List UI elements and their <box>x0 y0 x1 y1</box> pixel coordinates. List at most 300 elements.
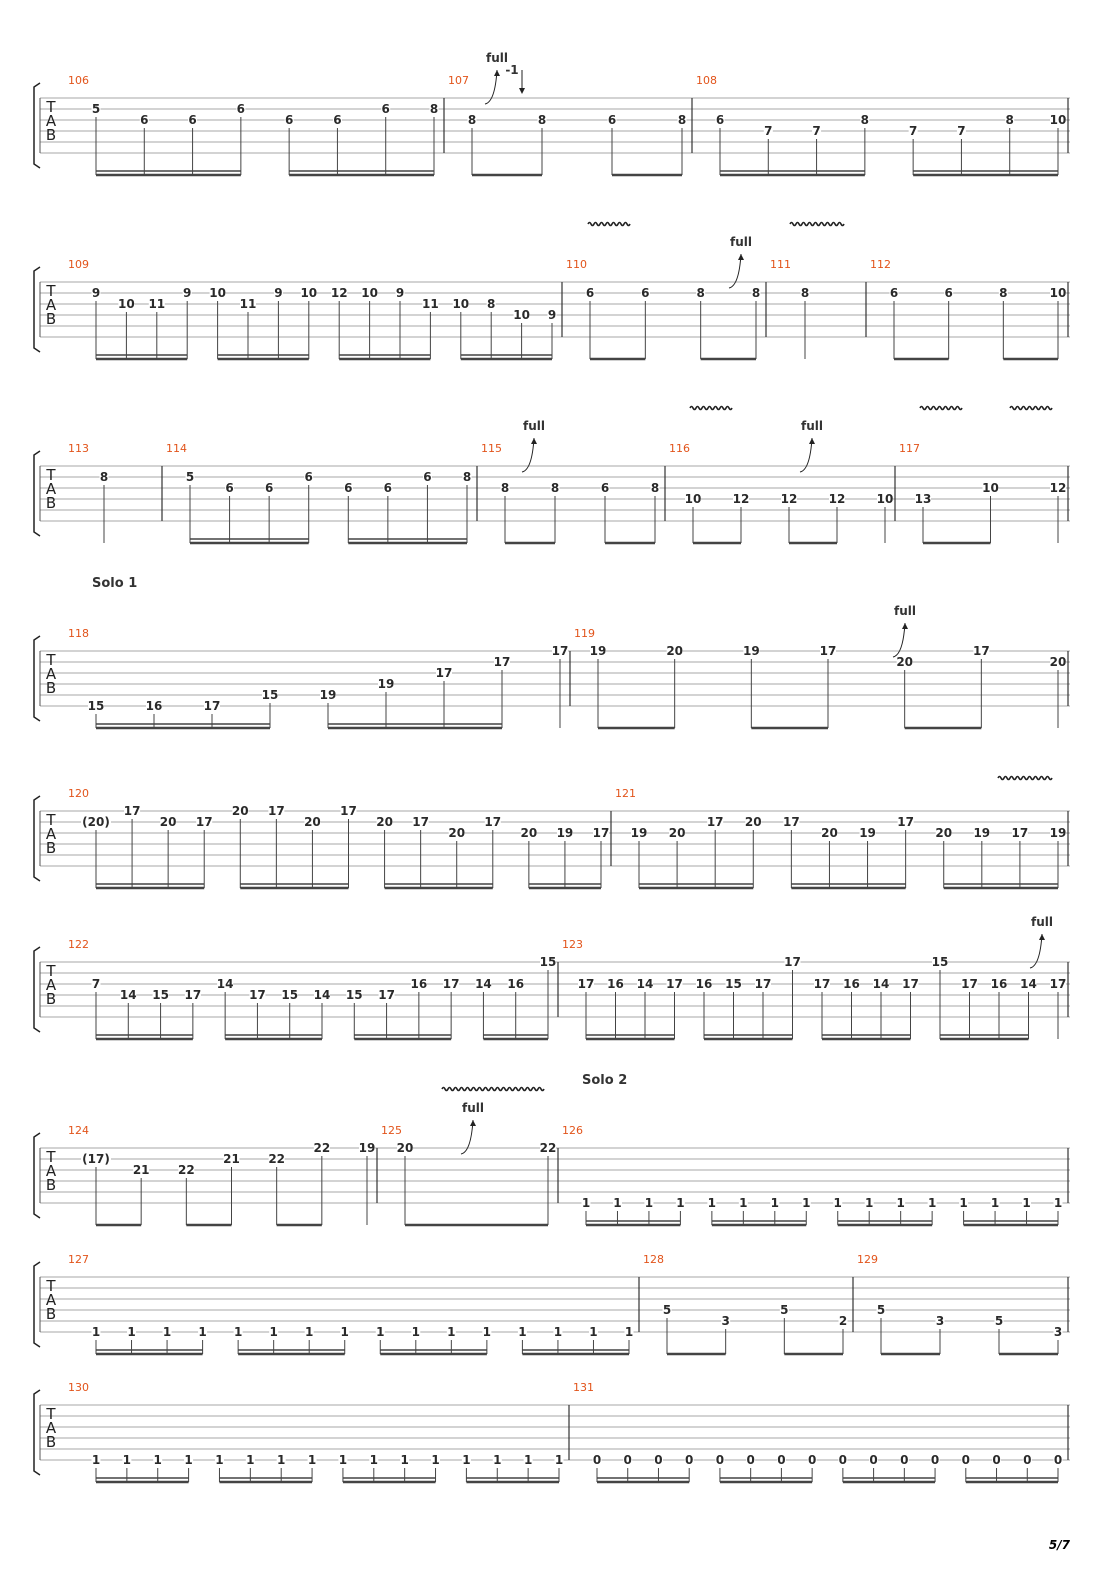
fret-number: 1 <box>340 1325 349 1339</box>
fret-number: 11 <box>239 297 257 311</box>
bend-full-label: full <box>730 235 752 249</box>
fret-number: 22 <box>539 1141 557 1155</box>
fret-number: 10 <box>684 492 702 506</box>
tab-letter-a: A <box>45 480 57 498</box>
fret-number: 1 <box>581 1196 591 1210</box>
fret-number: 20 <box>448 826 466 840</box>
fret-number: 10 <box>300 286 318 300</box>
fret-number: 16 <box>145 699 163 713</box>
fret-number: 2 <box>838 1314 848 1328</box>
fret-number: 14 <box>1020 977 1037 991</box>
fret-number: 8 <box>751 286 761 300</box>
tab-letter-a: A <box>45 665 57 683</box>
fret-number: 19 <box>377 677 395 691</box>
fret-number: 15 <box>281 988 299 1002</box>
system-bracket <box>34 1390 40 1475</box>
fret-number: (20) <box>82 815 110 829</box>
fret-number: 8 <box>800 286 810 300</box>
fret-number: 20 <box>396 1141 414 1155</box>
fret-number: 3 <box>1053 1325 1063 1339</box>
fret-number: 6 <box>264 481 274 495</box>
fret-number: 17 <box>961 977 978 991</box>
fret-number: 0 <box>992 1453 1001 1467</box>
fret-number: 7 <box>812 124 821 138</box>
tab-letter-t: T <box>46 1148 56 1166</box>
fret-number: 1 <box>589 1325 598 1339</box>
fret-number: 16 <box>990 977 1008 991</box>
fret-number: 5 <box>994 1314 1004 1328</box>
fret-number: 17 <box>666 977 683 991</box>
bend-full-arrow <box>531 438 537 444</box>
fret-number: 13 <box>914 492 932 506</box>
fret-number: 20 <box>896 655 914 669</box>
fret-number: 15 <box>261 688 279 702</box>
fret-number: 17 <box>897 815 914 829</box>
tab-letter-t: T <box>46 1405 56 1423</box>
fret-number: 17 <box>972 644 990 658</box>
fret-number: 15 <box>931 955 949 969</box>
tab-letter-b: B <box>45 1176 57 1194</box>
fret-number: 1 <box>644 1196 654 1210</box>
fret-number: 20 <box>520 826 538 840</box>
system-bracket <box>34 267 40 352</box>
fret-number: 8 <box>860 113 870 127</box>
fret-number: 1 <box>896 1196 905 1210</box>
measure-number: 129 <box>857 1253 878 1266</box>
fret-number: 17 <box>412 815 429 829</box>
tab-letter-b: B <box>45 839 57 857</box>
fret-number: 0 <box>1023 1453 1032 1467</box>
fret-number: 14 <box>475 977 492 991</box>
system-bracket <box>34 796 40 881</box>
fret-number: 17 <box>551 644 569 658</box>
fret-number: 1 <box>518 1325 527 1339</box>
fret-number: 6 <box>641 286 650 300</box>
fret-number: 5 <box>662 1303 672 1317</box>
fret-number: 1 <box>431 1453 440 1467</box>
measure-number: 109 <box>68 258 89 271</box>
fret-number: 10 <box>982 481 999 495</box>
bend-full-label: full <box>523 419 545 433</box>
fret-number: 6 <box>344 481 353 495</box>
measure-number: 116 <box>669 442 690 455</box>
fret-number: 1 <box>122 1453 132 1467</box>
tab-letter-a: A <box>45 825 57 843</box>
system-bracket <box>34 83 40 168</box>
tab-letter-a: A <box>45 296 57 314</box>
fret-number: 16 <box>507 977 525 991</box>
tab-letter-t: T <box>46 98 56 116</box>
tab-letter-t: T <box>46 811 56 829</box>
fret-number: 1 <box>246 1453 255 1467</box>
fret-number: 15 <box>152 988 169 1002</box>
tab-letter-t: T <box>46 651 56 669</box>
tab-letter-b: B <box>45 494 57 512</box>
fret-number: 1 <box>770 1196 779 1210</box>
fret-number: 16 <box>695 977 713 991</box>
fret-number: (17) <box>82 1152 110 1166</box>
bend-full-label: full <box>1031 915 1053 929</box>
measure-number: 121 <box>615 787 636 800</box>
fret-number: 1 <box>91 1453 101 1467</box>
vibrato-mark <box>588 223 630 226</box>
fret-number: 6 <box>944 286 953 300</box>
fret-number: 17 <box>484 815 502 829</box>
fret-number: 6 <box>381 102 390 116</box>
fret-number: 17 <box>819 644 837 658</box>
fret-number: 1 <box>802 1196 811 1210</box>
fret-number: 10 <box>209 286 226 300</box>
bend-full-arrow <box>738 254 744 260</box>
fret-number: 17 <box>784 955 801 969</box>
fret-number: 17 <box>783 815 800 829</box>
fret-number: 17 <box>706 815 724 829</box>
fret-number: 10 <box>452 297 470 311</box>
fret-number: 1 <box>739 1196 748 1210</box>
bend-full-arrow <box>1039 934 1045 940</box>
fret-number: 20 <box>159 815 177 829</box>
fret-number: 0 <box>1053 1453 1063 1467</box>
fret-number: 1 <box>127 1325 136 1339</box>
fret-number: 17 <box>902 977 919 991</box>
fret-number: 12 <box>1049 481 1067 495</box>
fret-number: 14 <box>872 977 890 991</box>
bend-full-arrow <box>902 623 908 629</box>
fret-number: 0 <box>900 1453 909 1467</box>
fret-number: 15 <box>87 699 105 713</box>
fret-number: 14 <box>636 977 654 991</box>
vibrato-mark <box>690 407 732 410</box>
fret-number: 1 <box>338 1453 348 1467</box>
fret-number: 6 <box>333 113 342 127</box>
measure-number: 127 <box>68 1253 89 1266</box>
fret-number: 22 <box>177 1163 195 1177</box>
tab-letter-a: A <box>45 1291 57 1309</box>
fret-number: 9 <box>395 286 405 300</box>
fret-number: 20 <box>935 826 953 840</box>
measure-number: 117 <box>899 442 920 455</box>
page-number: 5/7 <box>1048 1538 1070 1552</box>
measure-number: 115 <box>481 442 502 455</box>
fret-number: 6 <box>600 481 610 495</box>
fret-number: 12 <box>780 492 798 506</box>
tab-letter-a: A <box>45 1162 57 1180</box>
tab-letter-t: T <box>46 962 56 980</box>
fret-number: 19 <box>556 826 574 840</box>
fret-number: 8 <box>500 481 510 495</box>
fret-number: 1 <box>833 1196 842 1210</box>
fret-number: 19 <box>742 644 760 658</box>
tab-letter-b: B <box>45 126 57 144</box>
system-bracket <box>34 947 40 1032</box>
fret-number: 0 <box>961 1453 970 1467</box>
fret-number: 1 <box>707 1196 717 1210</box>
section-label: Solo 1 <box>92 576 138 591</box>
measure-number: 131 <box>573 1381 594 1394</box>
fret-number: 19 <box>859 826 876 840</box>
bend-full-label: full <box>894 604 916 618</box>
fret-number: 19 <box>358 1141 376 1155</box>
fret-number: 17 <box>378 988 395 1002</box>
fret-number: 6 <box>140 113 149 127</box>
fret-number: 16 <box>410 977 428 991</box>
tab-letter-a: A <box>45 976 57 994</box>
measure-number: 120 <box>68 787 89 800</box>
fret-number: 1 <box>990 1196 1000 1210</box>
fret-number: 0 <box>930 1453 940 1467</box>
fret-number: 9 <box>547 308 557 322</box>
fret-number: 10 <box>118 297 135 311</box>
fret-number: 17 <box>592 826 610 840</box>
fret-number: 1 <box>269 1325 278 1339</box>
fret-number: 10 <box>876 492 894 506</box>
fret-number: 1 <box>162 1325 172 1339</box>
fret-number: 8 <box>99 470 109 484</box>
fret-number: 8 <box>1005 113 1014 127</box>
measure-number: 106 <box>68 74 89 87</box>
measure-number: 122 <box>68 938 89 951</box>
fret-number: 17 <box>813 977 831 991</box>
fret-number: 1 <box>1053 1196 1063 1210</box>
tab-letter-t: T <box>46 1277 56 1295</box>
fret-number: 5 <box>185 470 195 484</box>
fret-number: 1 <box>153 1453 162 1467</box>
fret-number: 17 <box>577 977 595 991</box>
bend-full-arrow <box>470 1120 476 1126</box>
fret-number: 1 <box>184 1453 193 1467</box>
fret-number: 20 <box>744 815 762 829</box>
fret-number: 3 <box>935 1314 945 1328</box>
fret-number: 1 <box>462 1453 471 1467</box>
fret-number: 17 <box>123 804 141 818</box>
fret-number: 1 <box>676 1196 685 1210</box>
fret-number: 1 <box>277 1453 286 1467</box>
fret-number: 17 <box>268 804 285 818</box>
fret-number: 11 <box>422 297 439 311</box>
fret-number: 12 <box>828 492 846 506</box>
fret-number: 6 <box>715 113 725 127</box>
tab-letter-b: B <box>45 990 57 1008</box>
fret-number: 1 <box>482 1325 492 1339</box>
fret-number: 1 <box>865 1196 874 1210</box>
fret-number: 9 <box>274 286 283 300</box>
fret-number: 6 <box>188 113 197 127</box>
measure-number: 128 <box>643 1253 664 1266</box>
fret-number: 9 <box>91 286 101 300</box>
fret-number: 6 <box>607 113 617 127</box>
fret-number: 8 <box>677 113 687 127</box>
fret-number: 10 <box>361 286 378 300</box>
fret-number: 10 <box>1049 286 1067 300</box>
fret-number: 1 <box>305 1325 314 1339</box>
fret-number: 7 <box>908 124 918 138</box>
fret-number: 8 <box>550 481 560 495</box>
tab-letter-b: B <box>45 1433 57 1451</box>
fret-number: 21 <box>132 1163 150 1177</box>
fret-number: 1 <box>959 1196 968 1210</box>
fret-number: 5 <box>876 1303 886 1317</box>
measure-number: 126 <box>562 1124 583 1137</box>
measure-number: 112 <box>870 258 891 271</box>
measure-number: 118 <box>68 627 89 640</box>
fret-number: 1 <box>613 1196 622 1210</box>
fret-number: 1 <box>927 1196 937 1210</box>
section-label: Solo 2 <box>582 1073 628 1088</box>
fret-number: 1 <box>411 1325 420 1339</box>
fret-number: 0 <box>685 1453 694 1467</box>
fret-number: 16 <box>843 977 860 991</box>
fret-number: 1 <box>376 1325 385 1339</box>
fret-number: 20 <box>376 815 393 829</box>
fret-number: 17 <box>340 804 357 818</box>
tab-letter-a: A <box>45 1419 57 1437</box>
fret-number: 0 <box>746 1453 755 1467</box>
fret-number: 1 <box>400 1453 409 1467</box>
measure-number: 108 <box>696 74 717 87</box>
vibrato-mark <box>442 1088 544 1091</box>
fret-number: 17 <box>203 699 221 713</box>
fret-number: 8 <box>429 102 439 116</box>
measure-number: 110 <box>566 258 587 271</box>
fret-number: 17 <box>442 977 460 991</box>
fret-number: 5 <box>780 1303 789 1317</box>
measure-number: 123 <box>562 938 583 951</box>
fret-number: 17 <box>754 977 772 991</box>
fret-number: 1 <box>1022 1196 1031 1210</box>
tab-letter-b: B <box>45 1305 57 1323</box>
fret-number: 8 <box>650 481 660 495</box>
fret-number: 20 <box>304 815 321 829</box>
fret-number: 1 <box>553 1325 563 1339</box>
measure-number: 107 <box>448 74 469 87</box>
fret-number: 15 <box>539 955 557 969</box>
fret-number: 19 <box>630 826 648 840</box>
fret-number: 17 <box>1011 826 1029 840</box>
fret-number: 20 <box>1049 655 1067 669</box>
fret-number: 19 <box>1049 826 1067 840</box>
fret-number: 6 <box>585 286 595 300</box>
fret-number: 14 <box>313 988 331 1002</box>
vibrato-mark <box>998 777 1052 780</box>
measure-number: 111 <box>770 258 791 271</box>
fret-number: 17 <box>435 666 453 680</box>
fret-number: 7 <box>91 977 101 991</box>
fret-number: 0 <box>654 1453 663 1467</box>
fret-number: 14 <box>119 988 137 1002</box>
bend-full-label: full <box>801 419 823 433</box>
fret-number: 15 <box>725 977 742 991</box>
fret-number: 8 <box>999 286 1008 300</box>
vibrato-mark <box>920 407 962 410</box>
fret-number: 6 <box>236 102 246 116</box>
bend-release-label: -1 <box>505 63 519 77</box>
fret-number: 21 <box>223 1152 240 1166</box>
fret-number: 15 <box>345 988 363 1002</box>
fret-number: 19 <box>319 688 337 702</box>
fret-number: 0 <box>715 1453 725 1467</box>
fret-number: 3 <box>721 1314 730 1328</box>
fret-number: 22 <box>313 1141 331 1155</box>
bend-full-label: full <box>462 1101 484 1115</box>
fret-number: 12 <box>330 286 348 300</box>
fret-number: 1 <box>493 1453 502 1467</box>
fret-number: 11 <box>148 297 166 311</box>
fret-number: 8 <box>487 297 496 311</box>
system-bracket <box>34 636 40 721</box>
vibrato-mark <box>790 223 844 226</box>
release-arrow <box>519 88 525 94</box>
fret-number: 1 <box>307 1453 317 1467</box>
fret-number: 6 <box>225 481 234 495</box>
fret-number: 17 <box>493 655 511 669</box>
fret-number: 17 <box>184 988 202 1002</box>
fret-number: 0 <box>623 1453 632 1467</box>
fret-number: 10 <box>1049 113 1067 127</box>
fret-number: 19 <box>973 826 991 840</box>
measure-number: 124 <box>68 1124 89 1137</box>
fret-number: 8 <box>696 286 705 300</box>
fret-number: 16 <box>607 977 624 991</box>
fret-number: 8 <box>537 113 547 127</box>
fret-number: 0 <box>838 1453 848 1467</box>
fret-number: 6 <box>889 286 899 300</box>
bend-full-arrow <box>494 70 500 76</box>
fret-number: 6 <box>304 470 313 484</box>
fret-number: 12 <box>732 492 750 506</box>
measure-number: 113 <box>68 442 89 455</box>
fret-number: 1 <box>215 1453 224 1467</box>
tab-letter-t: T <box>46 282 56 300</box>
measure-number: 119 <box>574 627 595 640</box>
bend-full-arrow <box>809 438 815 444</box>
vibrato-mark <box>1010 407 1052 410</box>
tab-letter-b: B <box>45 310 57 328</box>
system-bracket <box>34 451 40 536</box>
fret-number: 0 <box>869 1453 878 1467</box>
fret-number: 6 <box>383 481 393 495</box>
measure-number: 125 <box>381 1124 402 1137</box>
fret-number: 17 <box>249 988 266 1002</box>
fret-number: 1 <box>91 1325 101 1339</box>
fret-number: 10 <box>513 308 530 322</box>
fret-number: 1 <box>447 1325 456 1339</box>
system-bracket <box>34 1133 40 1218</box>
fret-number: 5 <box>91 102 101 116</box>
fret-number: 1 <box>624 1325 634 1339</box>
bend-full-label: full <box>486 51 508 65</box>
fret-number: 6 <box>423 470 432 484</box>
fret-number: 14 <box>216 977 234 991</box>
fret-number: 7 <box>957 124 966 138</box>
fret-number: 17 <box>195 815 213 829</box>
tab-letter-t: T <box>46 466 56 484</box>
fret-number: 1 <box>198 1325 207 1339</box>
fret-number: 1 <box>523 1453 533 1467</box>
fret-number: 7 <box>764 124 773 138</box>
fret-number: 22 <box>268 1152 286 1166</box>
fret-number: 9 <box>183 286 192 300</box>
measure-number: 114 <box>166 442 187 455</box>
fret-number: 20 <box>821 826 838 840</box>
fret-number: 19 <box>589 644 607 658</box>
fret-number: 0 <box>592 1453 602 1467</box>
fret-number: 0 <box>807 1453 817 1467</box>
measure-number: 130 <box>68 1381 89 1394</box>
fret-number: 17 <box>1049 977 1067 991</box>
fret-number: 20 <box>668 826 686 840</box>
system-bracket <box>34 1262 40 1347</box>
fret-number: 1 <box>554 1453 564 1467</box>
